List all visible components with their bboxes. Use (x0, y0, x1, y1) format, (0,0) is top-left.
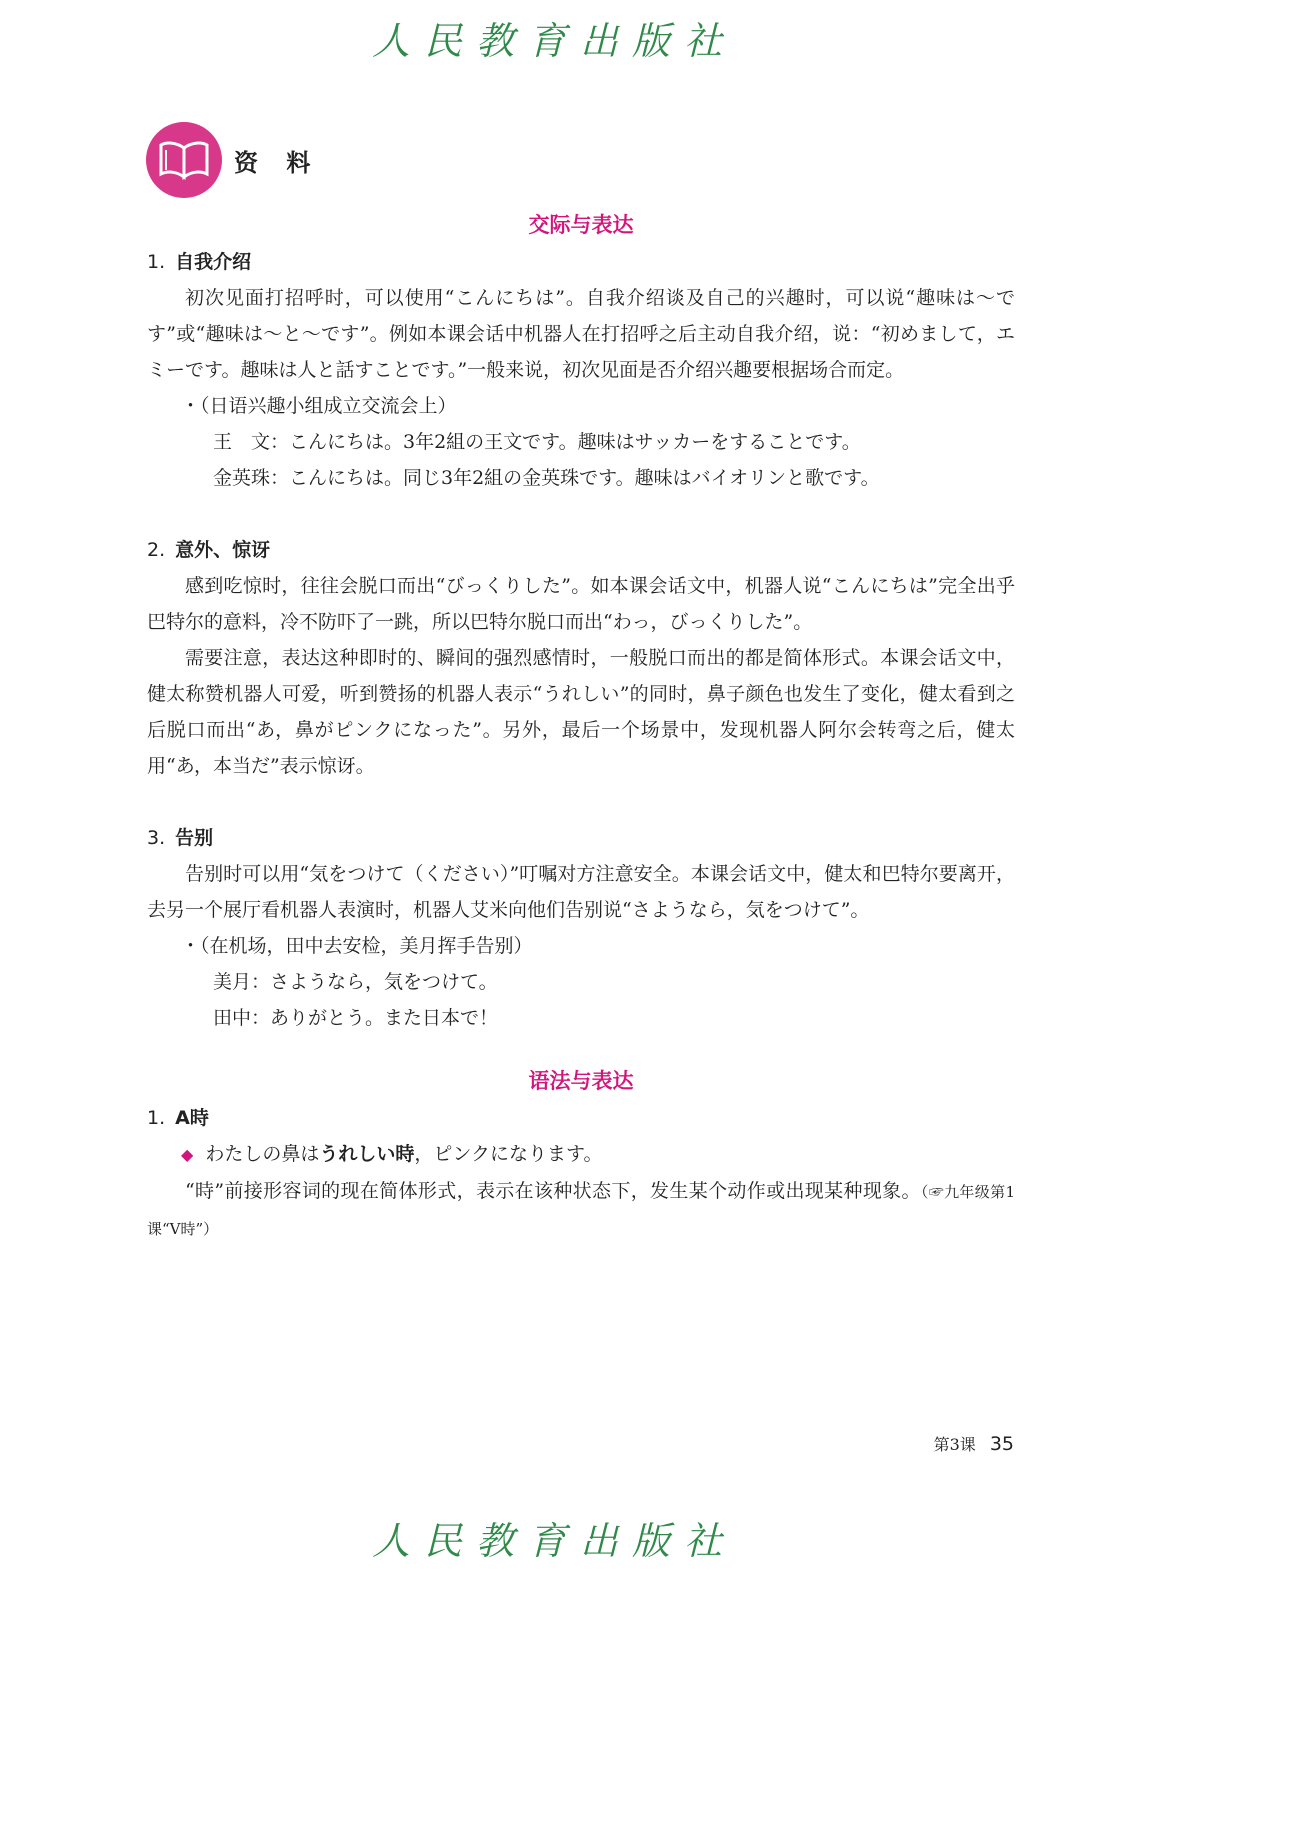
explanation-text: “時”前接形容词的现在简体形式，表示在该种状态下，发生某个动作或出现某种现象。 (185, 1180, 921, 1202)
item-title: 意外、惊讶 (175, 539, 271, 561)
item-title: A時 (175, 1107, 209, 1129)
heading-communication: 交际与表达 (528, 213, 634, 237)
cross-reference: （☞九年级第1课“V時”） (147, 1183, 1016, 1238)
section-header (146, 122, 320, 198)
publisher-watermark-bottom: 人民教育出版社 (371, 1519, 736, 1563)
example-text: わたしの鼻は (205, 1143, 320, 1165)
example-highlight: うれしい時 (319, 1143, 415, 1165)
item-title: 告别 (175, 827, 214, 849)
item-title: 自我介绍 (175, 251, 252, 273)
document-body (147, 206, 1015, 1247)
dialogue-line: 金英珠：こんにちは。同じ3年2組の金英珠です。趣味はバイオリンと歌です。 (213, 467, 880, 489)
item-number: 2. (147, 539, 166, 561)
item-heading (147, 532, 1015, 568)
dialogue-line: 王 文：こんにちは。3年2組の王文です。趣味はサッカーをすることです。 (213, 431, 861, 453)
grammar-example (147, 1136, 1015, 1173)
item-heading (147, 1100, 1015, 1136)
item-heading (147, 244, 1015, 280)
page-footer (934, 1432, 1014, 1455)
lesson-label: 第3课 (933, 1435, 976, 1454)
dialogue-line: 田中：ありがとう。また日本で！ (213, 1007, 499, 1029)
item-heading (147, 820, 1015, 856)
paragraph: 感到吃惊时，往往会脱口而出“びっくりした”。如本课会话文中，机器人说“こんにちは”完全出乎巴特尔的意料，冷不防吓了一跳，所以巴特尔脱口而出“わっ，びっくりした”。 (147, 575, 1015, 633)
publisher-watermark-top: 人民教育出版社 (371, 19, 736, 63)
paragraph: 告别时可以用“気をつけて（ください）”叮嘱对方注意安全。本课会话文中，健太和巴特尔要离开，去另一个展厅看机器人表演时，机器人艾米向他们告别说“さようなら，気をつけて”。 (147, 863, 1015, 921)
example-intro: ・（在机场，田中去安检，美月挥手告别） (181, 935, 533, 957)
dialogue-line: 美月：さようなら，気をつけて。 (213, 971, 498, 993)
example-intro: ・（日语兴趣小组成立交流会上） (181, 395, 457, 417)
paragraph: 需要注意，表达这种即时的、瞬间的强烈感情时，一般脱口而出的都是简体形式。本课会话文中，健太称赞机器人可爱，听到赞扬的机器人表示“うれしい”的同时，鼻子颜色也发生了变化，健太看到之后脱口而出“あ，鼻がピンクになった”。另外，最后一个场景中，发现机器人阿尔会转弯之后，健太用“あ，本当だ”表示惊讶。 (147, 647, 1015, 777)
item-number: 1. (147, 1107, 166, 1129)
section-title: 资 料 (234, 148, 321, 177)
heading-grammar: 语法与表达 (528, 1069, 634, 1093)
example-text: ，ピンクになります。 (414, 1143, 603, 1165)
paragraph (147, 1173, 1015, 1247)
open-book-icon (146, 122, 222, 198)
paragraph: 初次见面打招呼时，可以使用“こんにちは”。自我介绍谈及自己的兴趣时，可以说“趣味は～です”或“趣味は～と～です”。例如本课会话中机器人在打招呼之后主动自我介绍，说：“初めまして，エミーです。趣味は人と話すことです。”一般来说，初次见面是否介绍兴趣要根据场合而定。 (147, 287, 1015, 381)
diamond-bullet-icon: ◆ (181, 1145, 194, 1164)
page-number: 35 (989, 1433, 1014, 1455)
item-number: 1. (147, 251, 166, 273)
item-number: 3. (147, 827, 166, 849)
